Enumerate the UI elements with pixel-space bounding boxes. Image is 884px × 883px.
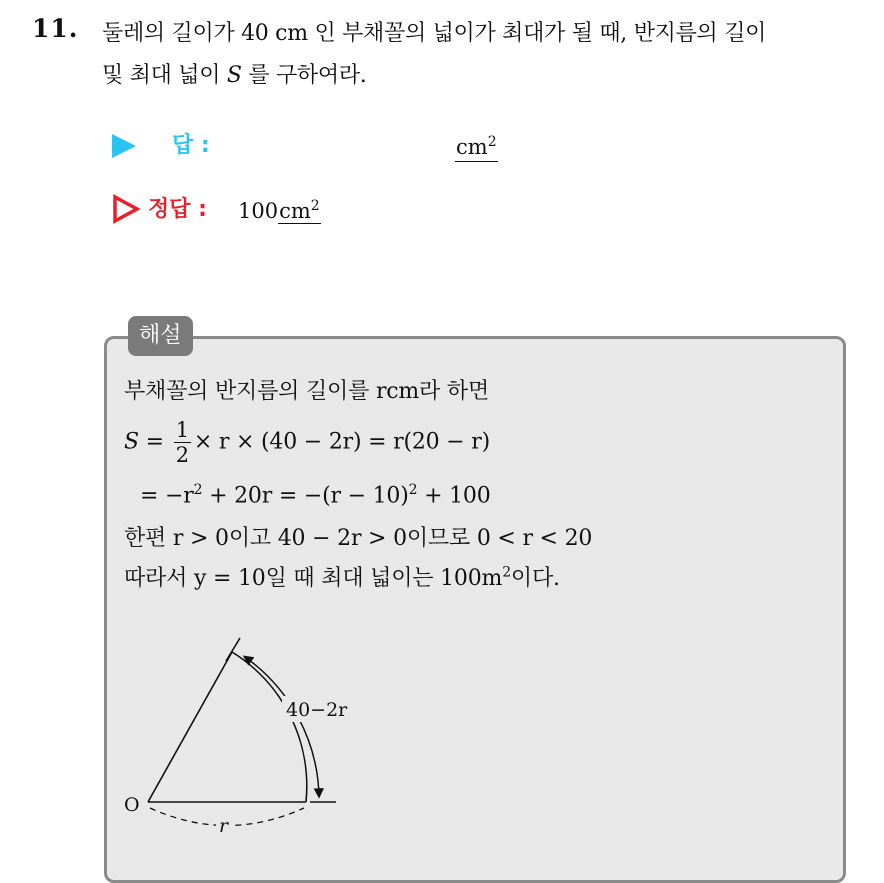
correct-value-unit-exponent: 2 — [310, 198, 320, 214]
sector-figure — [110, 628, 370, 843]
question-variable-s: S — [226, 63, 242, 88]
line-5-exp: 2 — [502, 564, 511, 581]
explanation-tag: 해설 — [128, 316, 193, 356]
origin-label: O — [124, 794, 140, 816]
question-line-2-end: 를 구하여라. — [241, 63, 367, 88]
line-3-exp-1: 2 — [193, 482, 203, 498]
question-line-2-text: 및 최대 넓이 — [102, 63, 227, 88]
question-number: 11. — [32, 14, 79, 43]
explanation-line-1: 부채꼴의 반지름의 길이를 rcm라 하면 — [124, 379, 490, 404]
question-line-1: 둘레의 길이가 40 cm 인 부채꼴의 넓이가 최대가 될 때, 반지름의 길이 — [102, 21, 767, 46]
line-5-part-a: 따라서 y = 10일 때 최대 넓이는 100m — [124, 566, 503, 591]
line-3-exp-2: 2 — [408, 482, 418, 498]
question-line-2 — [102, 58, 366, 89]
explanation-line-2 — [124, 418, 490, 467]
arc-arrow-up — [245, 657, 319, 796]
fraction-numerator: 1 — [175, 418, 189, 442]
answer-unit-exponent: 2 — [487, 134, 497, 150]
arc-tick-top — [226, 638, 240, 661]
play-triangle-icon — [112, 134, 136, 158]
answer-unit: cm — [456, 135, 488, 159]
answer-row — [112, 126, 532, 166]
fraction-half — [174, 418, 191, 467]
line-5-part-b: 이다. — [510, 566, 560, 591]
arc-arrow-down — [245, 657, 319, 796]
explanation-line-4: 한편 r > 0이고 40 − 2r > 0이므로 0 < r < 20 — [124, 526, 593, 551]
correct-value-number: 100 — [238, 199, 279, 223]
equation-rhs: × r × (40 − 2r) = r(20 − r) — [193, 429, 490, 455]
correct-answer-value — [238, 192, 321, 225]
explanation-line-5 — [124, 561, 560, 592]
correct-value-unit: cm — [279, 199, 311, 223]
fraction-denominator: 2 — [175, 443, 189, 467]
correct-value-unit-wrap — [278, 199, 321, 224]
correct-answer-row — [112, 190, 532, 230]
equation-lhs: S = — [124, 429, 171, 455]
line-3-part-c: + 100 — [417, 483, 491, 509]
explanation-line-3 — [140, 482, 491, 508]
sector-arc — [232, 652, 307, 802]
line-3-part-b: + 20r = −(r − 10) — [202, 483, 409, 509]
answer-label: 답 : — [172, 133, 210, 158]
line-3-part-a: = −r — [140, 483, 194, 509]
sector-radius-upper — [148, 652, 232, 802]
outline-triangle-icon — [112, 194, 140, 224]
radius-label: r — [219, 815, 229, 837]
arc-length-label: 40−2r — [286, 699, 348, 721]
correct-answer-label: 정답 : — [148, 197, 207, 222]
answer-input[interactable] — [455, 128, 498, 162]
